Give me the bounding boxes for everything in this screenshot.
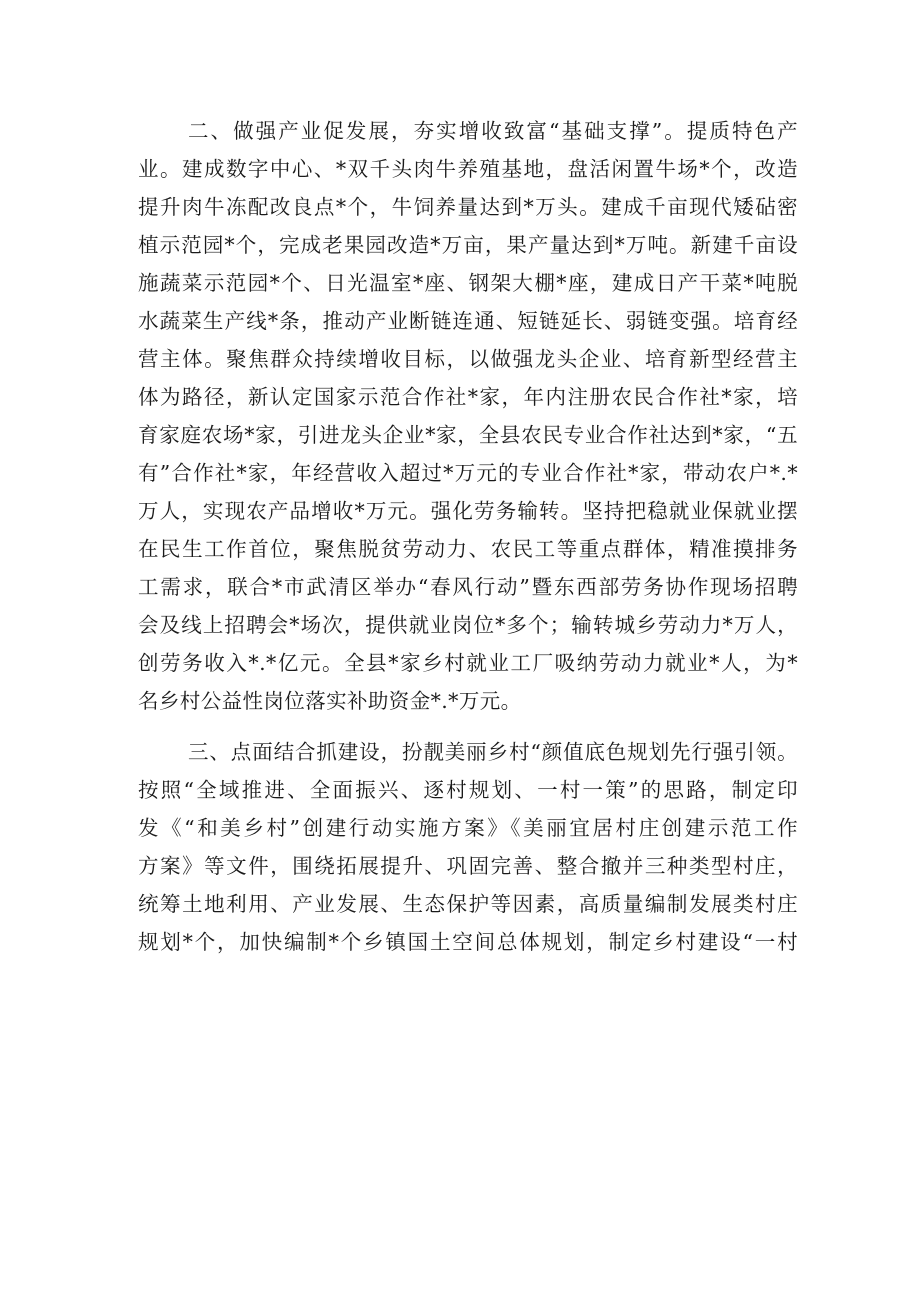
text-line: 规划*个，加快编制*个乡镇国土空间总体规划，制定乡村建设“一村 [138,930,798,954]
document-page [138,112,798,961]
text-line: 会及线上招聘会*场次，提供就业岗位*多个；输转城乡劳动力*万人， [138,613,798,637]
text-line: 发《“和美乡村”创建行动实施方案》《美丽宜居村庄创建示范工作 [138,816,798,840]
text-line: 有”合作社*家，年经营收入超过*万元的专业合作社*家，带动农户*.* [138,461,798,485]
text-line: 营主体。聚焦群众持续增收目标，以做强龙头企业、培育新型经营主 [138,347,798,371]
text-line: 二、做强产业促发展，夯实增收致富“基础支撑”。提质特色产 [188,119,798,143]
text-line: 三、点面结合抓建设，扮靓美丽乡村“颜值底色规划先行强引领。 [188,740,798,764]
text-line: 施蔬菜示范园*个、日光温室*座、钢架大棚*座，建成日产干菜*吨脱 [138,271,798,295]
text-line: 提升肉牛冻配改良点*个，牛饲养量达到*万头。建成千亩现代矮砧密 [138,195,798,219]
text-line: 育家庭农场*家，引进龙头企业*家，全县农民专业合作社达到*家，“五 [138,423,798,447]
text-line: 业。建成数字中心、*双千头肉牛养殖基地，盘活闲置牛场*个，改造 [138,157,798,181]
text-line: 方案》等文件，围绕拓展提升、巩固完善、整合撤并三种类型村庄， [138,854,798,878]
text-line: 名乡村公益性岗位落实补助资金*.*万元。 [138,689,522,713]
text-line: 按照“全域推进、全面振兴、逐村规划、一村一策”的思路，制定印 [138,778,798,802]
paragraph-spacer [138,720,798,733]
text-line: 水蔬菜生产线*条，推动产业断链连通、短链延长、弱链变强。培育经 [138,309,798,333]
text-line: 统筹土地利用、产业发展、生态保护等因素，高质量编制发展类村庄 [138,892,798,916]
text-line: 万人，实现农产品增收*万元。强化劳务输转。坚持把稳就业保就业摆 [138,499,798,523]
paragraph-construction [138,733,798,961]
text-line: 创劳务收入*.*亿元。全县*家乡村就业工厂吸纳劳动力就业*人，为* [138,651,798,675]
text-line: 植示范园*个，完成老果园改造*万亩，果产量达到*万吨。新建千亩设 [138,233,798,257]
text-line: 在民生工作首位，聚焦脱贫劳动力、农民工等重点群体，精准摸排务 [138,537,798,561]
text-line: 体为路径，新认定国家示范合作社*家，年内注册农民合作社*家，培 [138,385,798,409]
text-line: 工需求，联合*市武清区举办“春风行动”暨东西部劳务协作现场招聘 [138,575,798,599]
paragraph-industry [138,112,798,720]
